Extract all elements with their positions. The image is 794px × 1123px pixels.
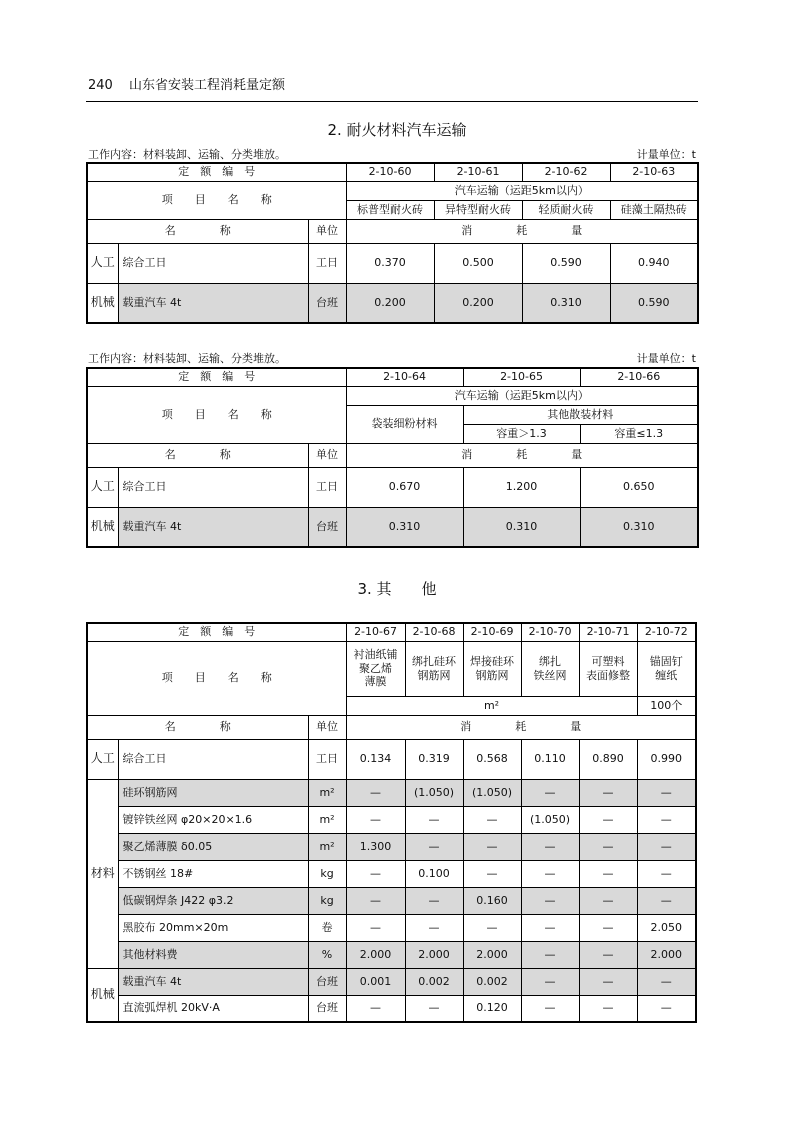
value-cell: — — [579, 914, 637, 941]
code-cell: 2-10-60 — [346, 163, 434, 181]
value-cell: (1.050) — [405, 779, 463, 806]
value-cell: — — [405, 914, 463, 941]
resource-name: 硅环钢筋网 — [118, 779, 308, 806]
label-code: 定 额 编 号 — [87, 368, 346, 386]
value-cell: — — [579, 995, 637, 1022]
value-cell: 0.310 — [463, 507, 580, 547]
code-cell: 2-10-65 — [463, 368, 580, 386]
item-line: 绑扎 — [539, 654, 562, 668]
value-cell: — — [346, 887, 405, 914]
value-cell: 2.000 — [463, 941, 521, 968]
value-cell: 0.310 — [522, 283, 610, 323]
value-cell: — — [346, 914, 405, 941]
page-number: 240 — [88, 78, 113, 93]
item-line: 缠纸 — [655, 668, 678, 682]
resource-name: 载重汽车 4t — [118, 968, 308, 995]
value-cell: 0.319 — [405, 739, 463, 779]
value-cell: — — [405, 806, 463, 833]
resource-unit: kg — [308, 860, 346, 887]
resource-unit: 工日 — [308, 739, 346, 779]
value-cell: — — [346, 995, 405, 1022]
value-cell: — — [463, 914, 521, 941]
category-machine: 机械 — [87, 283, 118, 323]
value-cell: — — [579, 941, 637, 968]
value-cell: 0.160 — [463, 887, 521, 914]
item-line: 钢筋网 — [475, 668, 509, 682]
label-name: 名 称 — [87, 715, 308, 739]
value-cell: — — [463, 833, 521, 860]
value-cell: 0.001 — [346, 968, 405, 995]
value-cell: — — [521, 779, 579, 806]
label-unit: 单位 — [308, 219, 346, 243]
item-line: 表面修整 — [586, 668, 631, 682]
label-name: 名 称 — [87, 219, 308, 243]
item-line: 衬油纸铺 — [353, 647, 398, 661]
code-cell: 2-10-68 — [405, 623, 463, 641]
item-line: 锚固钉 — [649, 654, 683, 668]
value-cell: — — [637, 806, 696, 833]
header-rule — [86, 101, 698, 102]
resource-unit: % — [308, 941, 346, 968]
value-cell: 0.568 — [463, 739, 521, 779]
resource-unit: 台班 — [308, 968, 346, 995]
label-item: 项 目 名 称 — [87, 386, 346, 443]
table-2 — [86, 367, 699, 548]
value-cell: — — [405, 995, 463, 1022]
resource-name: 其他材料费 — [118, 941, 308, 968]
label-item: 项 目 名 称 — [87, 181, 346, 219]
resource-name: 镀锌铁丝网 φ20×20×1.6 — [118, 806, 308, 833]
resource-unit: m² — [308, 833, 346, 860]
resource-name: 黑胶布 20mm×20m — [118, 914, 308, 941]
value-cell: (1.050) — [463, 779, 521, 806]
resource-name: 载重汽车 4t — [118, 507, 308, 547]
value-cell: 1.200 — [463, 467, 580, 507]
value-cell: 0.100 — [405, 860, 463, 887]
value-cell: — — [463, 860, 521, 887]
resource-unit: 卷 — [308, 914, 346, 941]
item-line: 薄膜 — [364, 675, 387, 689]
resource-unit: kg — [308, 887, 346, 914]
value-cell: 2.000 — [346, 941, 405, 968]
label-item: 项 目 名 称 — [87, 641, 346, 715]
category-labor: 人工 — [87, 243, 118, 283]
table-3 — [86, 622, 697, 1023]
value-cell: — — [405, 887, 463, 914]
group-header: 汽车运输（运距5km以内） — [346, 181, 698, 200]
value-cell: (1.050) — [521, 806, 579, 833]
value-cell: — — [463, 806, 521, 833]
label-code: 定 额 编 号 — [87, 623, 346, 641]
item-name — [463, 641, 521, 696]
item-name: 袋装细粉材料 — [346, 405, 463, 443]
subgroup-header: 其他散装材料 — [463, 405, 698, 424]
resource-unit: 工日 — [308, 243, 346, 283]
section-2-title: 2. 耐火材料汽车运输 — [327, 121, 467, 139]
value-cell: — — [405, 833, 463, 860]
category-machine: 机械 — [87, 968, 118, 1022]
resource-unit: 台班 — [308, 507, 346, 547]
value-cell: — — [521, 860, 579, 887]
category-labor: 人工 — [87, 739, 118, 779]
resource-name: 综合工日 — [118, 243, 308, 283]
resource-unit: 工日 — [308, 467, 346, 507]
item-name: 标普型耐火砖 — [346, 200, 434, 219]
work-content: 工作内容：材料装卸、运输、分类堆放。 — [88, 352, 286, 365]
table-1 — [86, 162, 699, 324]
value-cell: 0.200 — [346, 283, 434, 323]
value-cell: 0.370 — [346, 243, 434, 283]
label-code: 定 额 编 号 — [87, 163, 346, 181]
code-cell: 2-10-61 — [434, 163, 522, 181]
value-cell: 0.120 — [463, 995, 521, 1022]
value-cell: — — [637, 968, 696, 995]
item-line: 钢筋网 — [417, 668, 451, 682]
resource-unit: m² — [308, 779, 346, 806]
resource-unit: 台班 — [308, 283, 346, 323]
value-cell: 0.990 — [637, 739, 696, 779]
resource-name: 聚乙烯薄膜 δ0.05 — [118, 833, 308, 860]
resource-name: 载重汽车 4t — [118, 283, 308, 323]
resource-name: 不锈钢丝 18# — [118, 860, 308, 887]
table2-note — [88, 350, 696, 366]
item-line: 绑扎硅环 — [412, 654, 457, 668]
item-line: 可塑料 — [591, 654, 625, 668]
value-cell: — — [346, 779, 405, 806]
page-header — [88, 74, 285, 93]
item-name — [521, 641, 579, 696]
value-cell: 0.500 — [434, 243, 522, 283]
value-cell: — — [579, 887, 637, 914]
item-name — [579, 641, 637, 696]
item-name: 容重＞1.3 — [463, 424, 580, 443]
value-cell: 2.050 — [637, 914, 696, 941]
label-unit: 单位 — [308, 443, 346, 467]
code-cell: 2-10-62 — [522, 163, 610, 181]
item-name: 异特型耐火砖 — [434, 200, 522, 219]
value-cell: — — [637, 995, 696, 1022]
item-name: 轻质耐火砖 — [522, 200, 610, 219]
code-cell: 2-10-63 — [610, 163, 698, 181]
value-cell: 2.000 — [637, 941, 696, 968]
value-cell: — — [521, 887, 579, 914]
item-line: 聚乙烯 — [359, 661, 393, 675]
value-cell: — — [521, 968, 579, 995]
measure-unit: 计量单位：t — [636, 352, 696, 365]
value-cell: 0.310 — [580, 507, 698, 547]
code-cell: 2-10-72 — [637, 623, 696, 641]
label-consume: 消 耗 量 — [346, 219, 698, 243]
value-cell: 0.670 — [346, 467, 463, 507]
value-cell: 2.000 — [405, 941, 463, 968]
value-cell: — — [579, 779, 637, 806]
value-cell: 0.940 — [610, 243, 698, 283]
category-machine: 机械 — [87, 507, 118, 547]
item-name: 容重≤1.3 — [580, 424, 698, 443]
item-name — [637, 641, 696, 696]
code-cell: 2-10-70 — [521, 623, 579, 641]
label-consume: 消 耗 量 — [346, 715, 696, 739]
value-cell: — — [637, 887, 696, 914]
label-name: 名 称 — [87, 443, 308, 467]
label-unit: 单位 — [308, 715, 346, 739]
resource-name: 直流弧焊机 20kV·A — [118, 995, 308, 1022]
value-cell: 0.002 — [405, 968, 463, 995]
item-name — [405, 641, 463, 696]
category-material: 材料 — [87, 779, 118, 968]
value-cell: — — [521, 995, 579, 1022]
value-cell: 0.590 — [522, 243, 610, 283]
value-cell: — — [346, 806, 405, 833]
section-3-title: 3. 其 他 — [357, 580, 437, 598]
item-line: 铁丝网 — [533, 668, 567, 682]
resource-name: 综合工日 — [118, 739, 308, 779]
value-cell: 0.110 — [521, 739, 579, 779]
value-cell: — — [579, 968, 637, 995]
value-cell: — — [637, 860, 696, 887]
value-cell: 0.310 — [346, 507, 463, 547]
unit-header: m² — [346, 696, 637, 715]
measure-unit: 计量单位：t — [636, 148, 696, 161]
value-cell: 0.200 — [434, 283, 522, 323]
code-cell: 2-10-66 — [580, 368, 698, 386]
value-cell: 0.590 — [610, 283, 698, 323]
code-cell: 2-10-71 — [579, 623, 637, 641]
value-cell: — — [579, 860, 637, 887]
item-name: 硅藻土隔热砖 — [610, 200, 698, 219]
value-cell: 0.002 — [463, 968, 521, 995]
work-content: 工作内容：材料装卸、运输、分类堆放。 — [88, 148, 286, 161]
code-cell: 2-10-69 — [463, 623, 521, 641]
value-cell: — — [579, 833, 637, 860]
value-cell: — — [521, 833, 579, 860]
value-cell: — — [346, 860, 405, 887]
item-line: 焊接硅环 — [470, 654, 515, 668]
code-cell: 2-10-64 — [346, 368, 463, 386]
value-cell: — — [521, 941, 579, 968]
table1-note — [88, 146, 696, 162]
value-cell: — — [637, 833, 696, 860]
category-labor: 人工 — [87, 467, 118, 507]
resource-name: 低碳钢焊条 J422 φ3.2 — [118, 887, 308, 914]
resource-unit: 台班 — [308, 995, 346, 1022]
book-title: 山东省安装工程消耗量定额 — [128, 78, 285, 93]
value-cell: — — [579, 806, 637, 833]
value-cell: 1.300 — [346, 833, 405, 860]
value-cell: — — [637, 779, 696, 806]
machines-group — [87, 968, 696, 1022]
value-cell: 0.650 — [580, 467, 698, 507]
label-consume: 消 耗 量 — [346, 443, 698, 467]
code-cell: 2-10-67 — [346, 623, 405, 641]
value-cell: 0.134 — [346, 739, 405, 779]
resource-unit: m² — [308, 806, 346, 833]
group-header: 汽车运输（运距5km以内） — [346, 386, 698, 405]
item-name — [346, 641, 405, 696]
value-cell: 0.890 — [579, 739, 637, 779]
unit-header: 100个 — [637, 696, 696, 715]
value-cell: — — [521, 914, 579, 941]
resource-name: 综合工日 — [118, 467, 308, 507]
materials-group — [87, 779, 696, 968]
